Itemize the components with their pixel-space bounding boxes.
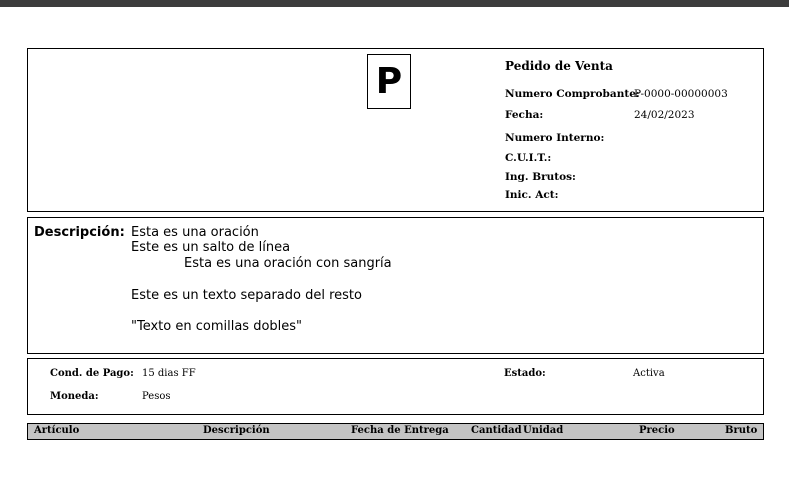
status-value: Activa	[633, 368, 665, 379]
description-label: Descripción:	[34, 225, 125, 240]
currency-label: Moneda:	[50, 391, 99, 402]
payment-condition-value: 15 dias FF	[142, 368, 196, 379]
status-label: Estado:	[504, 368, 546, 379]
currency-value: Pesos	[142, 391, 171, 402]
date-label: Fecha:	[505, 109, 544, 121]
items-table-header	[27, 423, 764, 440]
gross-income-label: Ing. Brutos:	[505, 171, 576, 183]
description-section	[27, 217, 764, 354]
cuit-label: C.U.I.T.:	[505, 152, 552, 164]
description-line: "Texto en comillas dobles"	[131, 319, 303, 334]
payment-condition-label: Cond. de Pago:	[50, 368, 134, 379]
description-line: Este es un salto de línea	[131, 240, 291, 255]
description-line: Esta es una oración	[131, 225, 259, 240]
date-value: 24/02/2023	[634, 109, 695, 121]
voucher-number-value: P-0000-00000003	[634, 88, 728, 100]
conditions-section	[27, 358, 764, 415]
top-bar	[0, 0, 789, 7]
column-header-unit: Unidad	[523, 425, 564, 436]
document-title: Pedido de Venta	[505, 59, 613, 73]
column-header-article: Artículo	[34, 425, 80, 436]
column-header-price: Precio	[639, 425, 675, 436]
description-line-indented: Esta es una oración con sangría	[184, 256, 392, 271]
document-type-letter: P	[367, 54, 411, 109]
document-header	[27, 48, 764, 212]
description-line: Este es un texto separado del resto	[131, 288, 362, 303]
activity-start-label: Inic. Act:	[505, 189, 559, 201]
voucher-number-label: Numero Comprobante:	[505, 88, 640, 100]
column-header-quantity: Cantidad	[471, 425, 522, 436]
internal-number-label: Numero Interno:	[505, 132, 605, 144]
column-header-delivery-date: Fecha de Entrega	[351, 425, 449, 436]
column-header-description: Descripción	[203, 425, 270, 436]
column-header-gross: Bruto	[725, 425, 758, 436]
